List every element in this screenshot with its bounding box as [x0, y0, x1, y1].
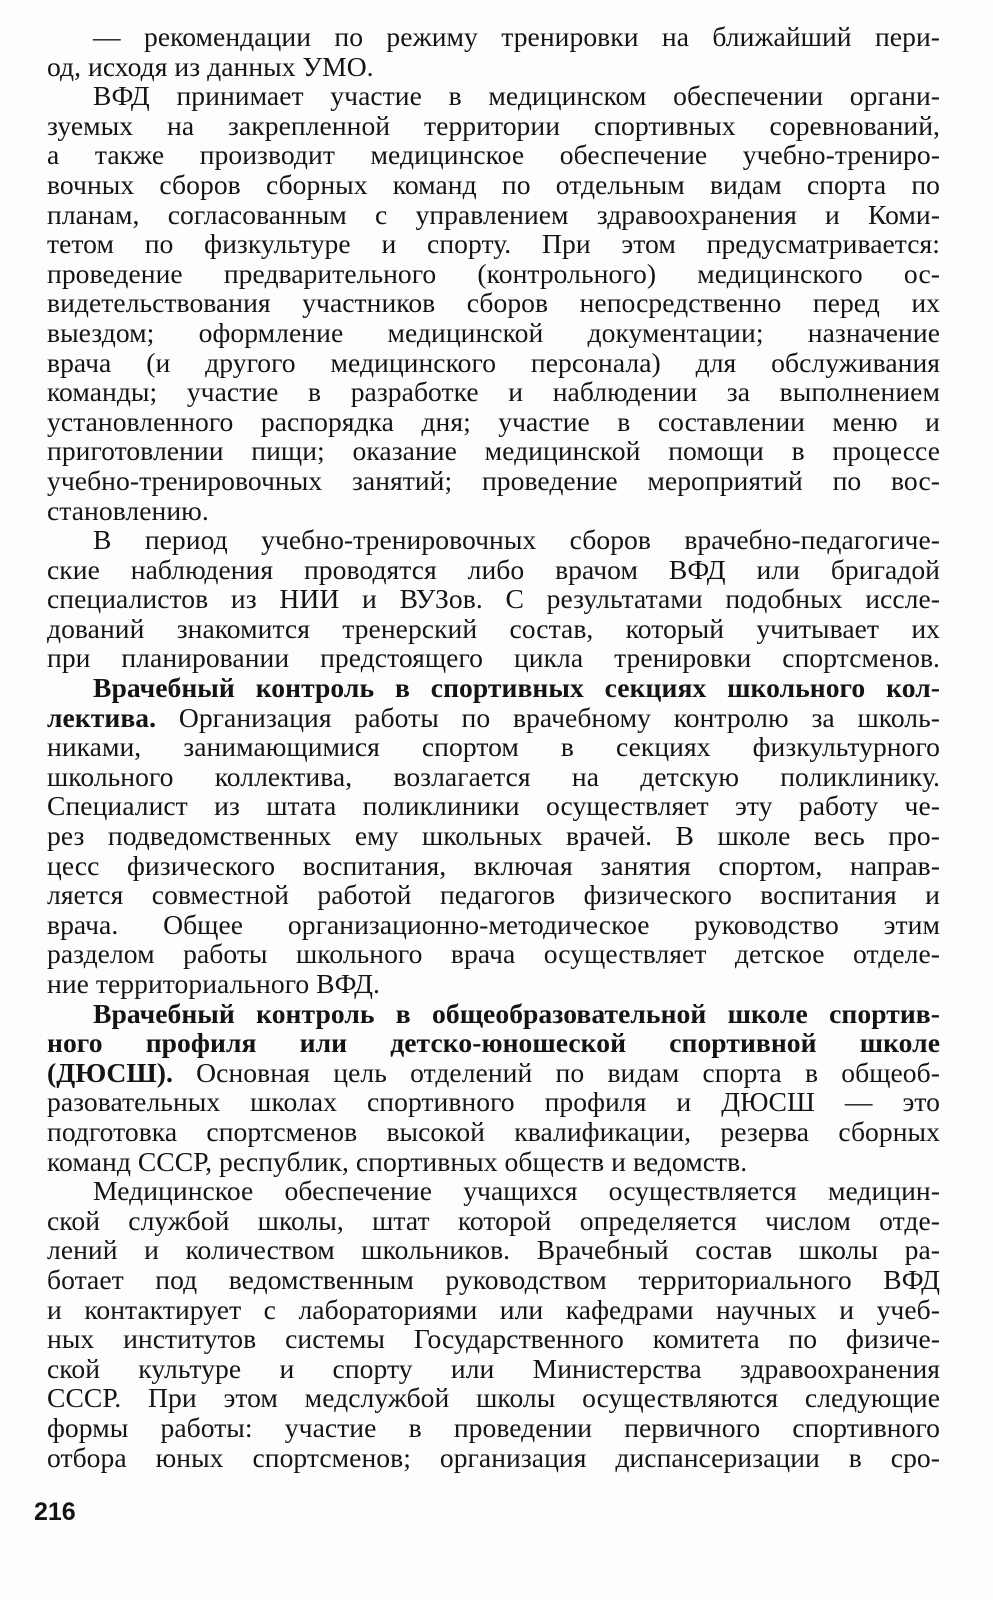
line-text: врача. Общее организационно-методическое руководство этим [47, 908, 940, 940]
line-text: ляется совместной работой педагогов физического воспитания и [47, 879, 940, 911]
text-line [47, 821, 940, 851]
line-text: видетельствования участников сборов непосредственно перед их [47, 287, 940, 319]
text-line [47, 703, 940, 733]
text-line [47, 436, 940, 466]
text-line [47, 1354, 940, 1384]
text-line [47, 407, 940, 437]
text-line [47, 288, 940, 318]
text-line [47, 614, 940, 644]
body-text [47, 22, 940, 1472]
text-line [47, 791, 940, 821]
text-line [47, 1028, 940, 1058]
line-text: школьного коллектива, возлагается на детскую поликлинику. [47, 760, 940, 792]
line-text: команды; участие в разработке и наблюдении за выполнением [47, 376, 940, 408]
text-line [47, 969, 940, 999]
text-line [47, 22, 940, 52]
line-text: ские наблюдения проводятся либо врачом ВФД или бригадой [47, 553, 940, 585]
text-line [47, 229, 940, 259]
text-line [47, 466, 940, 496]
line-text: специалистов из НИИ и ВУЗов. С результатами подобных иссле- [47, 583, 940, 615]
line-text: од, исходя из данных УМО. [47, 50, 374, 82]
line-text: разовательных школах спортивного профиля и ДЮСШ — это [47, 1086, 940, 1118]
text-line [47, 348, 940, 378]
line-text: учебно-тренировочных занятий; проведение мероприятий по вос- [47, 464, 940, 496]
text-line [47, 999, 940, 1029]
text-line [47, 200, 940, 230]
line-text: врача (и другого медицинского персонала) для обслуживания [47, 346, 940, 378]
text-line [47, 584, 940, 614]
line-text: ской службой школы, штат которой определяется числом отде- [47, 1204, 940, 1236]
line-text: выездом; оформление медицинской документации; назначение [47, 316, 940, 348]
line-text: Организация работы по врачебному контролю за школь- [156, 701, 940, 733]
line-text: Специалист из штата поликлиники осуществляет эту работу че- [47, 790, 940, 822]
paragraph [47, 999, 940, 1177]
line-text: зуемых на закрепленной территории спортивных соревнований, [47, 109, 940, 141]
text-line [47, 1324, 940, 1354]
line-text: ных институтов системы Государственного комитета по физиче- [47, 1323, 940, 1355]
line-text: команд СССР, республик, спортивных обществ и ведомств. [47, 1145, 748, 1177]
paragraph [47, 525, 940, 673]
line-text: а также производит медицинское обеспечение учебно-трениро- [47, 139, 940, 171]
text-line [47, 851, 940, 881]
text-line [47, 81, 940, 111]
line-text: Основная цель отделений по видам спорта в общеоб- [172, 1056, 940, 1088]
line-text: становлению. [47, 494, 209, 526]
text-line [47, 643, 940, 673]
line-text: СССР. При этом медслужбой школы осуществляются следующие [47, 1382, 940, 1414]
text-line [47, 111, 940, 141]
bold-heading-text: ного профиля или детско-юношеской спортивной школе [47, 1027, 940, 1059]
paragraph [47, 673, 940, 999]
line-text: формы работы: участие в проведении первичного спортивного [47, 1411, 940, 1443]
text-line [47, 673, 940, 703]
line-text: Медицинское обеспечение учащихся осуществляется медицин- [93, 1175, 940, 1207]
bold-heading-text: Врачебный контроль в спортивных секциях школьного кол- [93, 672, 940, 704]
text-line [47, 377, 940, 407]
line-text: проведение предварительного (контрольного) медицинского ос- [47, 257, 940, 289]
text-line [47, 259, 940, 289]
text-line [47, 1383, 940, 1413]
text-line [47, 1443, 940, 1473]
line-text: подготовка спортсменов высокой квалификации, резерва сборных [47, 1115, 940, 1147]
text-line [47, 140, 940, 170]
line-text: никами, занимающимися спортом в секциях физкультурного [47, 731, 940, 763]
text-line [47, 732, 940, 762]
line-text: лений и количеством школьников. Врачебный состав школы ра- [47, 1234, 940, 1266]
line-text: установленного распорядка дня; участие в составлении меню и [47, 405, 940, 437]
line-text: цесс физического воспитания, включая занятия спортом, направ- [47, 849, 940, 881]
text-line [47, 762, 940, 792]
line-text: рез подведомственных ему школьных врачей. В школе весь про- [47, 820, 940, 852]
line-text: планам, согласованным с управлением здравоохранения и Коми- [47, 198, 940, 230]
text-line [47, 880, 940, 910]
text-line [47, 1087, 940, 1117]
line-text: — рекомендации по режиму тренировки на ближайший пери- [93, 21, 940, 52]
text-line [47, 1413, 940, 1443]
line-text: В период учебно-тренировочных сборов врачебно-педагогиче- [93, 524, 940, 556]
line-text: отбора юных спортсменов; организация диспансеризации в сро- [47, 1441, 940, 1473]
text-line [47, 496, 940, 526]
line-text: ботает под ведомственным руководством территориального ВФД [47, 1263, 940, 1295]
line-text: ской культуре и спорту или Министерства здравоохранения [47, 1352, 940, 1384]
line-text: вочных сборов сборных команд по отдельным видам спорта по [47, 168, 940, 200]
bold-heading-text: Врачебный контроль в общеобразовательной школе спортив- [93, 997, 940, 1029]
paragraph [47, 1176, 940, 1472]
line-text: при планировании предстоящего цикла тренировки спортсменов. [47, 642, 940, 674]
text-line [47, 318, 940, 348]
bold-heading-text: (ДЮСШ). [47, 1056, 173, 1088]
text-line [47, 1206, 940, 1236]
text-line [47, 1235, 940, 1265]
text-line [47, 52, 940, 82]
text-line [47, 1176, 940, 1206]
line-text: ВФД принимает участие в медицинском обеспечении органи- [93, 80, 940, 112]
text-line [47, 170, 940, 200]
paragraph [47, 22, 940, 81]
line-text: ние территориального ВФД. [47, 968, 380, 999]
text-line [47, 1058, 940, 1088]
text-line [47, 1147, 940, 1177]
text-line [47, 555, 940, 585]
line-text: дований знакомится тренерский состав, который учитывает их [47, 612, 940, 644]
page-number: 216 [34, 1498, 76, 1526]
paragraph [47, 81, 940, 525]
text-line [47, 525, 940, 555]
line-text: приготовлении пищи; оказание медицинской помощи в процессе [47, 435, 940, 467]
text-line [47, 1117, 940, 1147]
text-line [47, 910, 940, 940]
text-line [47, 1265, 940, 1295]
text-line [47, 1295, 940, 1325]
text-line [47, 939, 940, 969]
line-text: тетом по физкультуре и спорту. При этом предусматривается: [47, 228, 940, 260]
line-text: разделом работы школьного врача осуществляет детское отделе- [47, 938, 940, 970]
line-text: и контактирует с лабораториями или кафедрами научных и учеб- [47, 1293, 940, 1325]
bold-heading-text: лектива. [47, 701, 157, 733]
